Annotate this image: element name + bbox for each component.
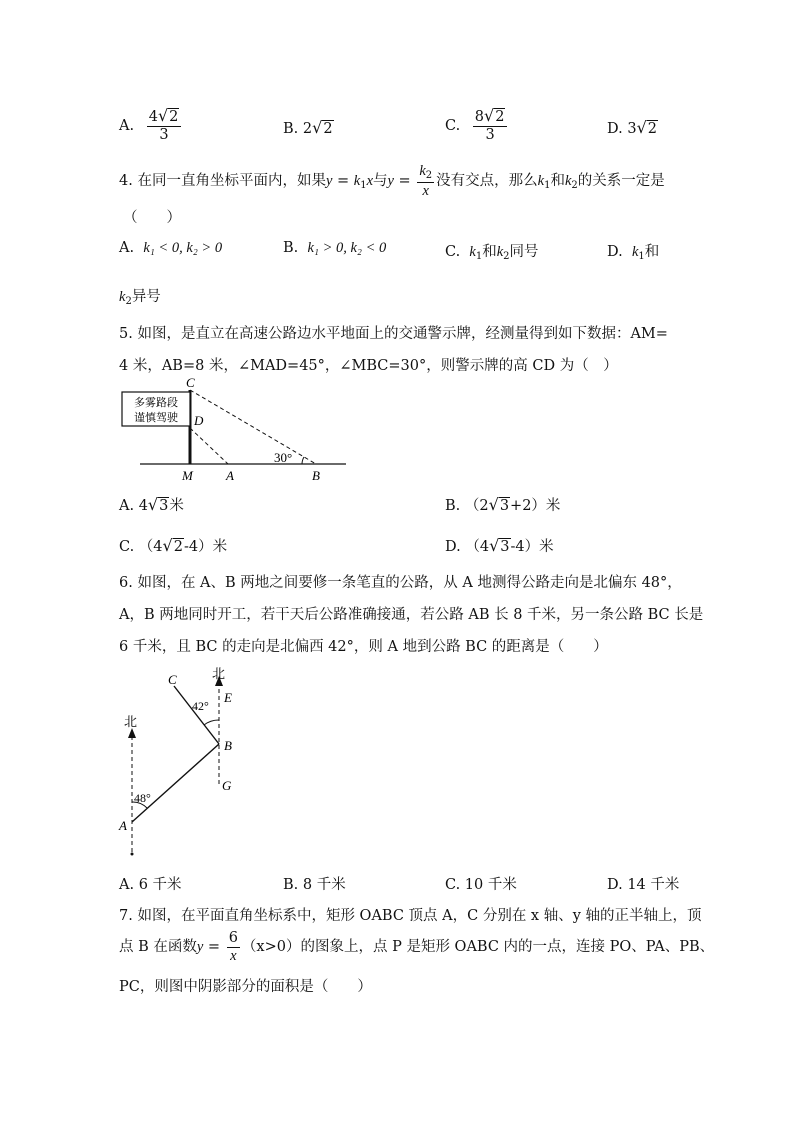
angle-48: 48° (134, 791, 151, 805)
road-bc (174, 686, 219, 744)
q4-option-a: A. k₁ < 0, k₂ > 0 (119, 240, 223, 256)
q4-option-b: B. k₁ > 0, k₂ < 0 (283, 240, 387, 256)
label-b: B (312, 468, 320, 483)
q6-figure (112, 664, 262, 864)
q3-option-c: C. 8 √ 2 3 (445, 108, 509, 144)
q5-option-d: D. （4 √ 3 -4）米 (445, 536, 554, 555)
label-c: C (168, 672, 177, 687)
q5-line1: 5. 如图，是直立在高速公路边水平地面上的交通警示牌，经测量得到如下数据：AM= (119, 326, 668, 342)
label-g: G (222, 778, 232, 793)
q6-option-c: C. 10 千米 (445, 877, 517, 893)
q5-option-b: B. （2 √ 3 +2）米 (445, 495, 561, 514)
q3-option-d: D. 3 √ 2 (607, 118, 657, 137)
q4-stem: 4. 在同一直角坐标平面内，如果$y = k_1x$与y = $\frac{k_2}{x}$ 没有交点，那么$k_1$和$k_2$的关系一定是 (119, 163, 665, 199)
sign-text-1: 多雾路段 (134, 397, 178, 409)
line-bc (190, 390, 316, 464)
sign-text-2: 谨慎驾驶 (134, 412, 178, 424)
label-d: D (194, 413, 204, 428)
line-ad (190, 428, 228, 464)
q5-option-c: C. （4 √ 2 -4）米 (119, 536, 228, 555)
q6-option-b: B. 8 千米 (283, 877, 346, 893)
angle-arc-42 (204, 720, 219, 725)
label-m: M (182, 468, 193, 483)
q6-option-d: D. 14 千米 (607, 877, 680, 893)
angle-arc (302, 457, 304, 464)
q4-option-c: C. $k_1$和$k_2$同号 (445, 244, 539, 262)
angle-42: 42° (192, 699, 209, 713)
q5-line2: 4 米，AB=8 米，∠MAD=45°，∠MBC=30°，则警示牌的高 CD 为（ ） (119, 358, 618, 374)
q7-line3: PC，则图中阴影部分的面积是（ ） (119, 979, 372, 995)
q6-option-a: A. 6 千米 (119, 877, 182, 893)
q5-option-a: A. 4 √ 3 米 (119, 495, 184, 514)
q4-option-d-continued: $k_2$异号 (119, 289, 161, 307)
q6-line1: 6. 如图，在 A、B 两地之间要修一条笔直的公路，从 A 地测得公路走向是北偏东 48°， (119, 575, 682, 591)
label-b: B (224, 738, 232, 753)
label-c: C (186, 375, 195, 390)
point-bottom (131, 853, 134, 856)
q7-line1: 7. 如图，在平面直角坐标系中，矩形 OABC 顶点 A，C 分别在 x 轴、y 轴的正半轴上，顶 (119, 908, 702, 924)
q6-line3: 6 千米，且 BC 的走向是北偏西 42°，则 A 地到公路 BC 的距离是（ ） (119, 639, 608, 655)
label-a: A (226, 468, 234, 483)
north-arrow-a (128, 728, 136, 738)
q4-paren: （ ） (123, 210, 181, 226)
north-label-b: 北 (212, 666, 226, 681)
q5-figure (118, 374, 358, 484)
north-label-a: 北 (124, 714, 138, 729)
q3-option-b: B. 2 √ 2 (283, 118, 333, 137)
q6-line2: A，B 两地同时开工，若干天后公路准确接通，若公路 AB 长 8 千米，另一条公路 BC 长是 (119, 607, 704, 623)
q7-line2: 点 B 在函数y = $\frac{6}{x}$ （x>0）的图象上，点 P 是矩形 OABC 内的一点，连接 PO、PA、PB、 (119, 930, 715, 964)
label-a: A (119, 818, 127, 833)
label-e: E (224, 690, 232, 705)
angle-30: 30° (274, 450, 293, 465)
road-ab (132, 744, 219, 822)
q3-option-a: A. 4 √ 2 3 (119, 108, 183, 144)
q4-option-d: D. $k_1$和 (607, 244, 660, 262)
